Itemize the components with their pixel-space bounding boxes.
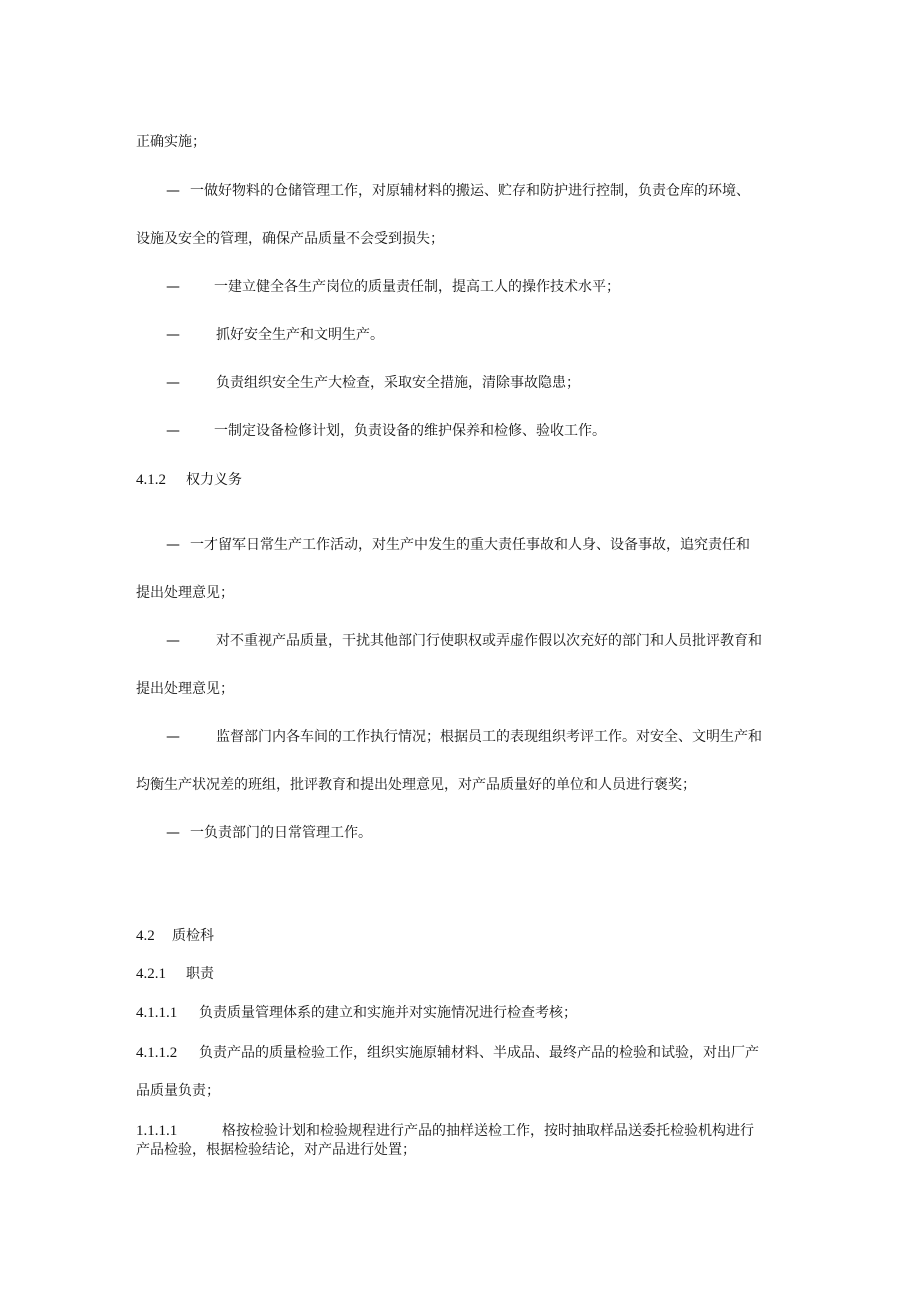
list-dash: — [166,423,180,439]
list-item-quality-responsibility: 一建立健全各生产岗位的质量责任制，提高工人的操作技术水平； [214,279,620,295]
section-number: 4.1.2 [136,472,166,488]
section-number: 4.2 [136,928,155,944]
list-item-warehouse: 一做好物料的仓储管理工作，对原辅材料的搬运、贮存和防护进行控制，负责仓库的环境、 [190,183,750,199]
subsection-number: 4.2.1 [136,966,166,982]
list-item-equipment-maintenance: 一制定设备检修计划，负责设备的维护保养和检修、验收工作。 [214,423,606,439]
section-title: 权力义务 [186,472,242,488]
list-item-criticism-cont: 提出处理意见； [136,681,234,697]
clause-number: 1.1.1.1 [136,1123,178,1139]
list-item-supervision-cont: 均衡生产状况差的班组，批评教育和提出处理意见，对产品质量好的单位和人员进行褒奖； [136,777,696,793]
list-dash: — [166,279,180,295]
subsection-title: 职责 [186,966,214,982]
list-dash: — [166,537,180,553]
list-item-accident-responsibility: 一才留军日常生产工作活动，对生产中发生的重大责任事故和人身、设备事故，追究责任和 [190,537,750,553]
list-dash: — [166,327,180,343]
list-item-supervision: 监督部门内各车间的工作执行情况；根据员工的表现组织考评工作。对安全、文明生产和 [216,729,762,745]
clause-number: 4.1.1.2 [136,1045,178,1061]
list-dash: — [166,183,180,199]
section-title: 质检科 [172,928,214,944]
list-dash: — [166,825,180,841]
list-dash: — [166,729,180,745]
list-item-safety-inspection: 负责组织安全生产大检查，采取安全措施，清除事故隐患； [216,375,580,391]
clause-number: 4.1.1.1 [136,1005,178,1021]
list-item-criticism: 对不重视产品质量，干扰其他部门行使职权或弄虚作假以次充好的部门和人员批评教育和 [216,633,762,649]
list-dash: — [166,375,180,391]
list-dash: — [166,633,180,649]
list-item-safety-production: 抓好安全生产和文明生产。 [216,327,384,343]
clause-text: 格按检验计划和检验规程进行产品的抽样送检工作，按时抽取样品送委托检验机构进行 [222,1123,754,1139]
paragraph-continuation: 正确实施； [136,134,206,150]
clause-text-cont: 品质量负责； [136,1083,220,1099]
list-item-daily-management: 一负责部门的日常管理工作。 [190,825,372,841]
list-item-warehouse-cont: 设施及安全的管理，确保产品质量不会受到损失； [136,231,444,247]
clause-text: 负责质量管理体系的建立和实施并对实施情况进行检查考核； [199,1005,577,1021]
clause-text-cont: 产品检验，根据检验结论，对产品进行处置； [136,1142,416,1158]
clause-text: 负责产品的质量检验工作，组织实施原辅材料、半成品、最终产品的检验和试验，对出厂产 [199,1045,759,1061]
list-item-accident-responsibility-cont: 提出处理意见； [136,585,234,601]
